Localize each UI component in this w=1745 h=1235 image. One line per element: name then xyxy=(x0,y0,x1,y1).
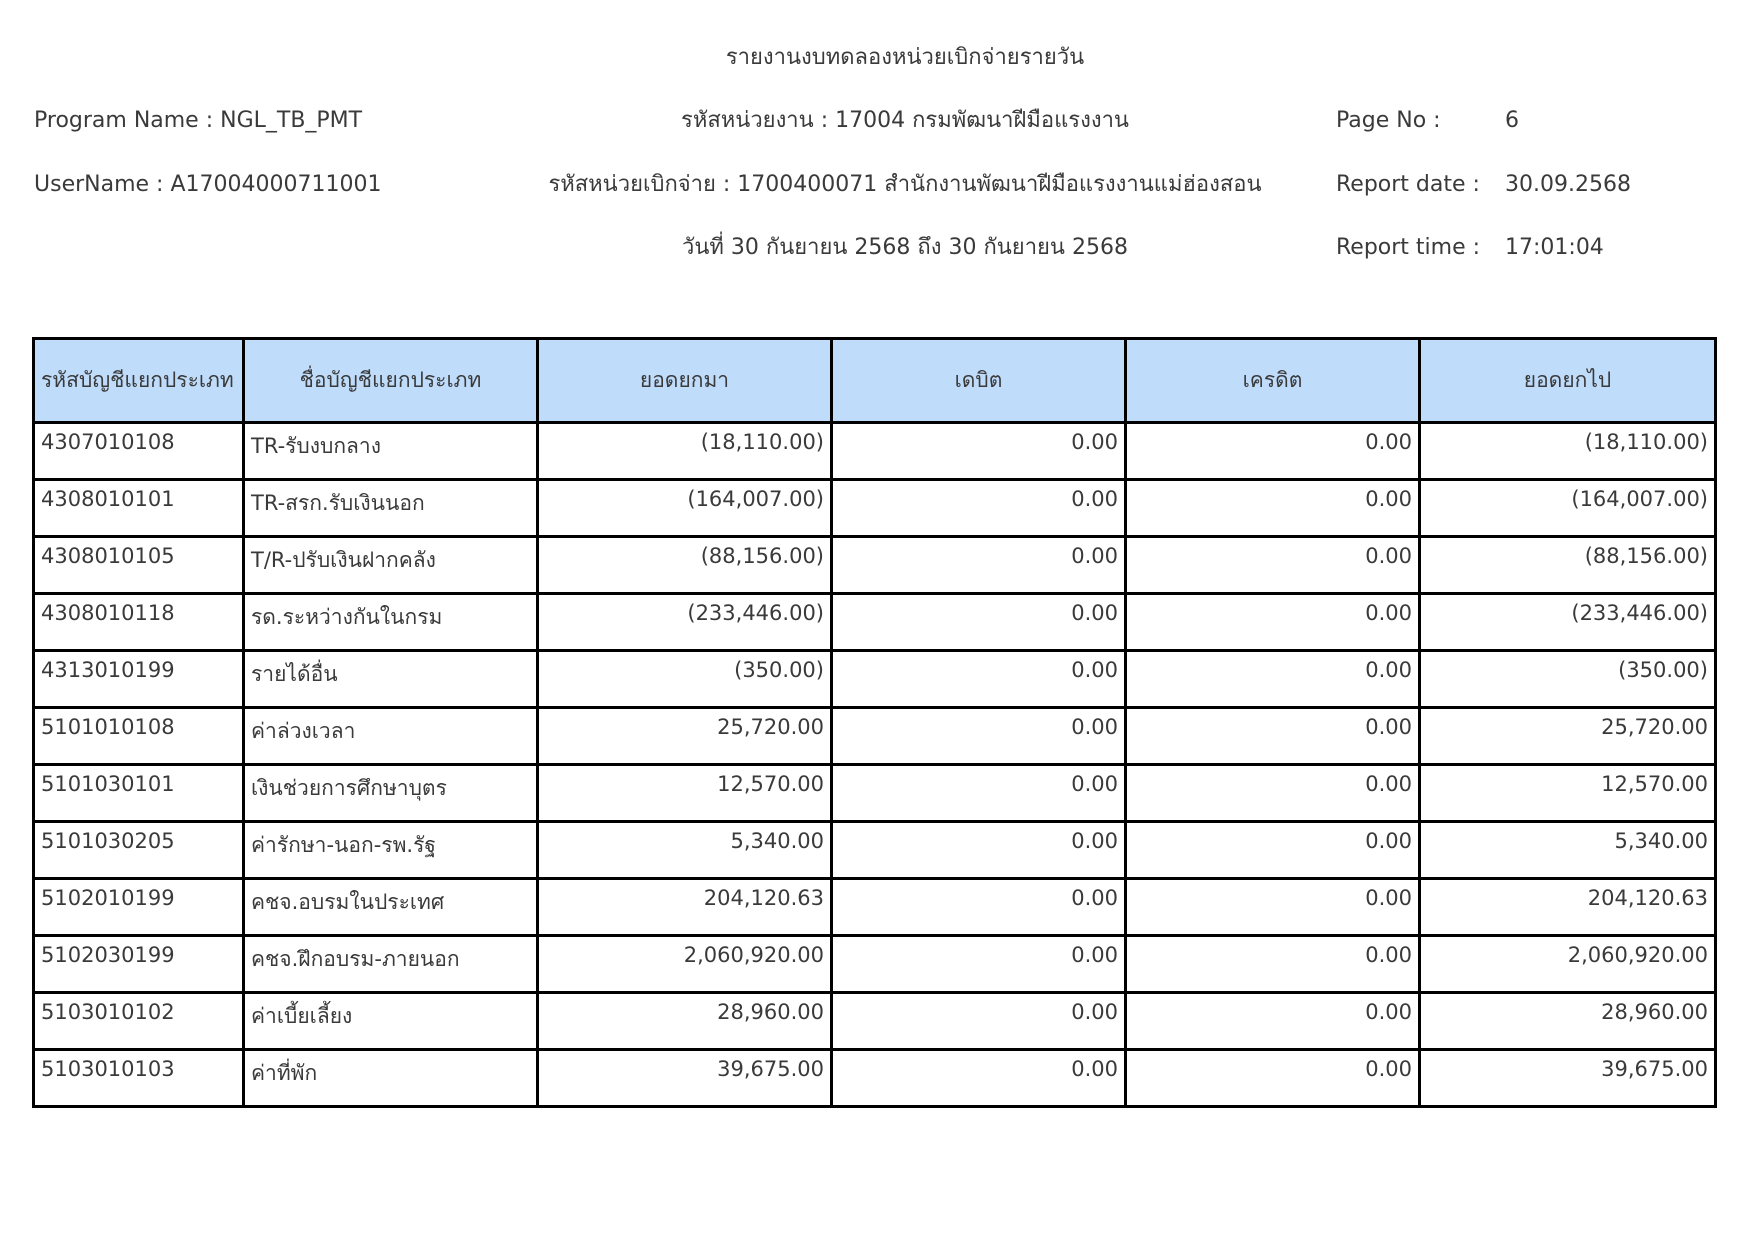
agency-code: รหัสหน่วยงาน : 17004 กรมพัฒนาฝีมือแรงงาน xyxy=(681,108,1129,133)
disbursing-unit: รหัสหน่วยเบิกจ่าย : 1700400071 สำนักงานพัฒนาฝีมือแรงงานแม่ฮ่องสอน xyxy=(548,172,1262,197)
debit-cell: 0.00 xyxy=(832,594,1126,651)
opening-balance-cell: (233,446.00) xyxy=(538,594,832,651)
opening-balance-cell: 12,570.00 xyxy=(538,765,832,822)
debit-cell: 0.00 xyxy=(832,537,1126,594)
account-name-cell: รายได้อื่น xyxy=(244,651,538,708)
credit-cell: 0.00 xyxy=(1126,765,1420,822)
account-name-cell: รด.ระหว่างกันในกรม xyxy=(244,594,538,651)
closing-balance-cell: 25,720.00 xyxy=(1420,708,1716,765)
opening-balance-cell: 39,675.00 xyxy=(538,1050,832,1107)
closing-balance-cell: (88,156.00) xyxy=(1420,537,1716,594)
account-code-cell: 4308010101 xyxy=(34,480,244,537)
page-no-value: 6 xyxy=(1505,108,1519,133)
closing-balance-cell: (18,110.00) xyxy=(1420,423,1716,480)
column-header-debit: เดบิต xyxy=(832,339,1126,423)
account-name-cell: คชจ.อบรมในประเทศ xyxy=(244,879,538,936)
closing-balance-cell: 28,960.00 xyxy=(1420,993,1716,1050)
opening-balance-cell: (88,156.00) xyxy=(538,537,832,594)
column-header-account-code: รหัสบัญชีแยกประเภท xyxy=(34,339,244,423)
column-header-credit: เครดิต xyxy=(1126,339,1420,423)
table-row xyxy=(34,480,1716,537)
table-row xyxy=(34,879,1716,936)
table-body xyxy=(34,423,1716,1107)
account-code-cell: 4308010118 xyxy=(34,594,244,651)
account-name-cell: เงินช่วยการศึกษาบุตร xyxy=(244,765,538,822)
closing-balance-cell: (233,446.00) xyxy=(1420,594,1716,651)
report-time-value: 17:01:04 xyxy=(1505,235,1604,260)
report-title: รายงานงบทดลองหน่วยเบิกจ่ายรายวัน xyxy=(725,45,1085,70)
account-name-cell: คชจ.ฝึกอบรม-ภายนอก xyxy=(244,936,538,993)
opening-balance-cell: 5,340.00 xyxy=(538,822,832,879)
credit-cell: 0.00 xyxy=(1126,480,1420,537)
closing-balance-cell: 2,060,920.00 xyxy=(1420,936,1716,993)
trial-balance-table xyxy=(32,337,1717,1108)
opening-balance-cell: (164,007.00) xyxy=(538,480,832,537)
account-code-cell: 4313010199 xyxy=(34,651,244,708)
report-time-label: Report time : xyxy=(1336,235,1481,260)
table-row xyxy=(34,936,1716,993)
debit-cell: 0.00 xyxy=(832,993,1126,1050)
account-code-cell: 5101030101 xyxy=(34,765,244,822)
opening-balance-cell: (18,110.00) xyxy=(538,423,832,480)
account-name-cell: T/R-ปรับเงินฝากคลัง xyxy=(244,537,538,594)
credit-cell: 0.00 xyxy=(1126,594,1420,651)
closing-balance-cell: 5,340.00 xyxy=(1420,822,1716,879)
closing-balance-cell: 12,570.00 xyxy=(1420,765,1716,822)
table-row xyxy=(34,594,1716,651)
debit-cell: 0.00 xyxy=(832,708,1126,765)
table-row xyxy=(34,651,1716,708)
account-name-cell: ค่าเบี้ยเลี้ยง xyxy=(244,993,538,1050)
program-name: Program Name : NGL_TB_PMT xyxy=(34,108,363,133)
credit-cell: 0.00 xyxy=(1126,879,1420,936)
table-row xyxy=(34,537,1716,594)
account-code-cell: 5103010103 xyxy=(34,1050,244,1107)
closing-balance-cell: (164,007.00) xyxy=(1420,480,1716,537)
credit-cell: 0.00 xyxy=(1126,423,1420,480)
opening-balance-cell: 204,120.63 xyxy=(538,879,832,936)
account-name-cell: ค่ารักษา-นอก-รพ.รัฐ xyxy=(244,822,538,879)
debit-cell: 0.00 xyxy=(832,651,1126,708)
account-code-cell: 4307010108 xyxy=(34,423,244,480)
credit-cell: 0.00 xyxy=(1126,651,1420,708)
date-range: วันที่ 30 กันยายน 2568 ถึง 30 กันยายน 2568 xyxy=(682,235,1128,260)
table-row xyxy=(34,765,1716,822)
table-row xyxy=(34,423,1716,480)
credit-cell: 0.00 xyxy=(1126,936,1420,993)
closing-balance-cell: 204,120.63 xyxy=(1420,879,1716,936)
report-date-value: 30.09.2568 xyxy=(1505,172,1631,197)
column-header-closing-balance: ยอดยกไป xyxy=(1420,339,1716,423)
credit-cell: 0.00 xyxy=(1126,1050,1420,1107)
table-row xyxy=(34,822,1716,879)
account-code-cell: 5103010102 xyxy=(34,993,244,1050)
account-name-cell: TR-สรก.รับเงินนอก xyxy=(244,480,538,537)
opening-balance-cell: (350.00) xyxy=(538,651,832,708)
debit-cell: 0.00 xyxy=(832,423,1126,480)
account-code-cell: 5101010108 xyxy=(34,708,244,765)
account-name-cell: TR-รับงบกลาง xyxy=(244,423,538,480)
page-no-label: Page No : xyxy=(1336,108,1441,133)
account-code-cell: 5102030199 xyxy=(34,936,244,993)
opening-balance-cell: 28,960.00 xyxy=(538,993,832,1050)
account-code-cell: 5102010199 xyxy=(34,879,244,936)
closing-balance-cell: (350.00) xyxy=(1420,651,1716,708)
column-header-opening-balance: ยอดยกมา xyxy=(538,339,832,423)
table-row xyxy=(34,1050,1716,1107)
report-date-label: Report date : xyxy=(1336,172,1480,197)
account-name-cell: ค่าที่พัก xyxy=(244,1050,538,1107)
opening-balance-cell: 2,060,920.00 xyxy=(538,936,832,993)
opening-balance-cell: 25,720.00 xyxy=(538,708,832,765)
table-header-row xyxy=(34,339,1716,423)
account-code-cell: 4308010105 xyxy=(34,537,244,594)
username: UserName : A17004000711001 xyxy=(34,172,382,197)
table-row xyxy=(34,708,1716,765)
account-code-cell: 5101030205 xyxy=(34,822,244,879)
closing-balance-cell: 39,675.00 xyxy=(1420,1050,1716,1107)
debit-cell: 0.00 xyxy=(832,936,1126,993)
column-header-account-name: ชื่อบัญชีแยกประเภท xyxy=(244,339,538,423)
debit-cell: 0.00 xyxy=(832,822,1126,879)
debit-cell: 0.00 xyxy=(832,879,1126,936)
debit-cell: 0.00 xyxy=(832,1050,1126,1107)
credit-cell: 0.00 xyxy=(1126,822,1420,879)
account-name-cell: ค่าล่วงเวลา xyxy=(244,708,538,765)
table-row xyxy=(34,993,1716,1050)
debit-cell: 0.00 xyxy=(832,765,1126,822)
credit-cell: 0.00 xyxy=(1126,708,1420,765)
credit-cell: 0.00 xyxy=(1126,993,1420,1050)
credit-cell: 0.00 xyxy=(1126,537,1420,594)
debit-cell: 0.00 xyxy=(832,480,1126,537)
